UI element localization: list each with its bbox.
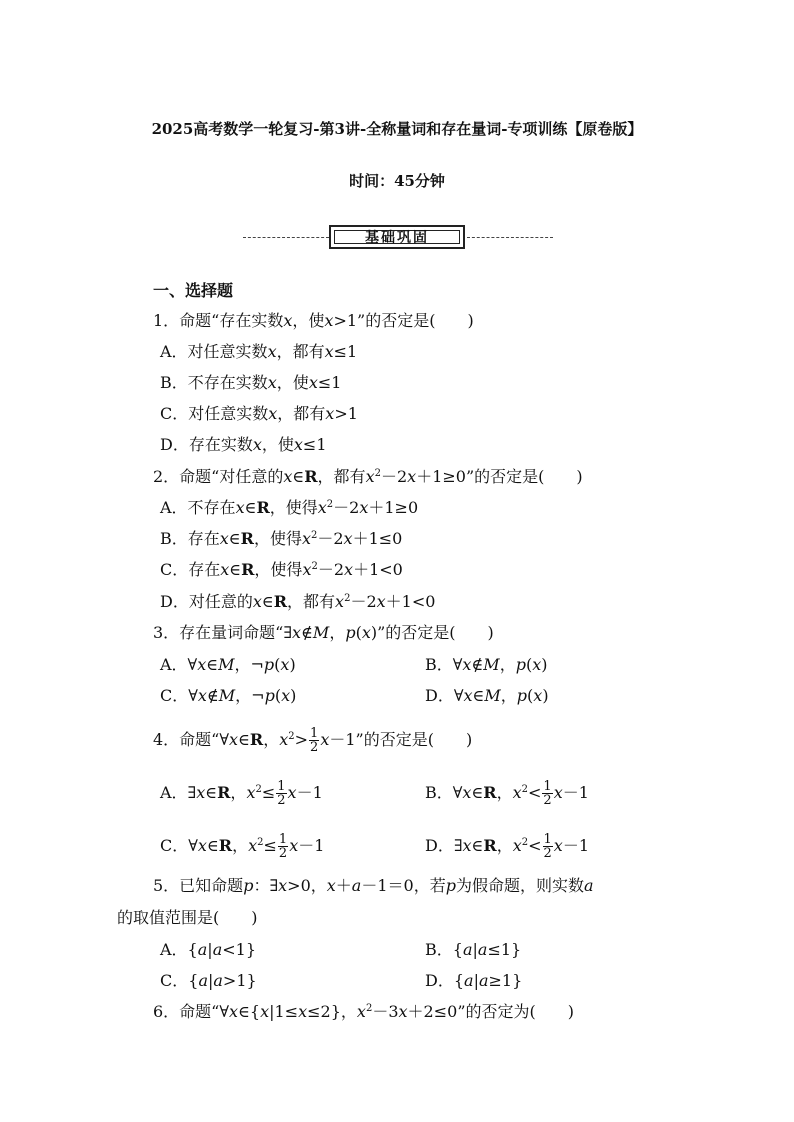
question-2-option-a: A．不存在x∈R，使得$x^2-2x+1\ge 0$	[160, 498, 419, 517]
question-2-option-d: D．对任意的x∈R，都有$x^2-2x+1<0$	[160, 592, 436, 611]
banner-label: 基础巩固	[334, 230, 460, 244]
question-2-option-c: C．存在x∈R，使得$x^2-2x+1<0$	[160, 560, 403, 579]
question-1-option-b: B．不存在实数x，使x≤1	[160, 373, 342, 392]
question-4-stem: 4．命题“∀x∈R，$x^2>$ $\frac{1}{2}$ x－1”的否定是( )	[153, 726, 473, 755]
question-3-option-b: B．∀x∉M，p(x)	[425, 655, 548, 674]
question-3-option-a: A．∀x∈M，¬p(x)	[160, 655, 296, 674]
question-1-option-d: D．存在实数x，使x≤1	[160, 435, 327, 454]
time-limit: 时间：45分钟	[349, 172, 445, 190]
question-4-option-b: B．∀x∈R，$x^2<$ $\frac{1}{2}$ x－1	[425, 779, 589, 808]
question-4-option-c: C．∀x∈R，$x^2\le$ $\frac{1}{2}$ x－1	[160, 832, 325, 861]
question-1-option-c: C．对任意实数x，都有x>1	[160, 404, 358, 423]
question-1-stem: 1．命题“存在实数x，使x>1”的否定是( )	[153, 311, 474, 330]
document-title: 2025高考数学一轮复习-第3讲-全称量词和存在量词-专项训练【原卷版】	[151, 120, 643, 138]
banner-box	[329, 225, 465, 249]
question-5-option-a: A．{a|a<1}	[160, 940, 256, 959]
question-5-option-b: B．{a|a≤1}	[425, 940, 522, 959]
banner-right-dash	[467, 237, 553, 238]
section-heading: 一、选择题	[153, 281, 234, 300]
question-5-option-d: D．{a|a≥1}	[425, 971, 523, 990]
question-3-stem: 3．存在量词命题“∃x∉M，p(x)”的否定是( )	[153, 623, 494, 642]
question-3-option-d: D．∀x∈M，p(x)	[425, 686, 549, 705]
question-2-option-b: B．存在x∈R，使得$x^2-2x+1\le 0$	[160, 529, 403, 548]
banner-left-dash	[243, 237, 329, 238]
question-2-stem: 2．命题“对任意的x∈R，都有$x^2-2x+1\ge 0$”的否定是( )	[153, 467, 583, 486]
question-6-stem: 6．命题“∀x∈{x|1≤x≤2}，$x^2-3x+2\le 0$”的否定为( )	[153, 1002, 574, 1021]
section-banner	[243, 225, 553, 251]
question-5-stem-line1: 5．已知命题p：∃x>0，x＋a－1＝0，若p为假命题，则实数a	[153, 876, 594, 895]
question-3-option-c: C．∀x∉M，¬p(x)	[160, 686, 297, 705]
question-5-stem-line2: 的取值范围是( )	[117, 908, 258, 927]
question-1-option-a: A．对任意实数x，都有x≤1	[160, 342, 358, 361]
question-4-option-a: A．∃x∈R，$x^2\le$ $\frac{1}{2}$ x－1	[160, 779, 323, 808]
question-4-option-d: D．∃x∈R，$x^2<$ $\frac{1}{2}$ x－1	[425, 832, 590, 861]
question-5-option-c: C．{a|a>1}	[160, 971, 257, 990]
